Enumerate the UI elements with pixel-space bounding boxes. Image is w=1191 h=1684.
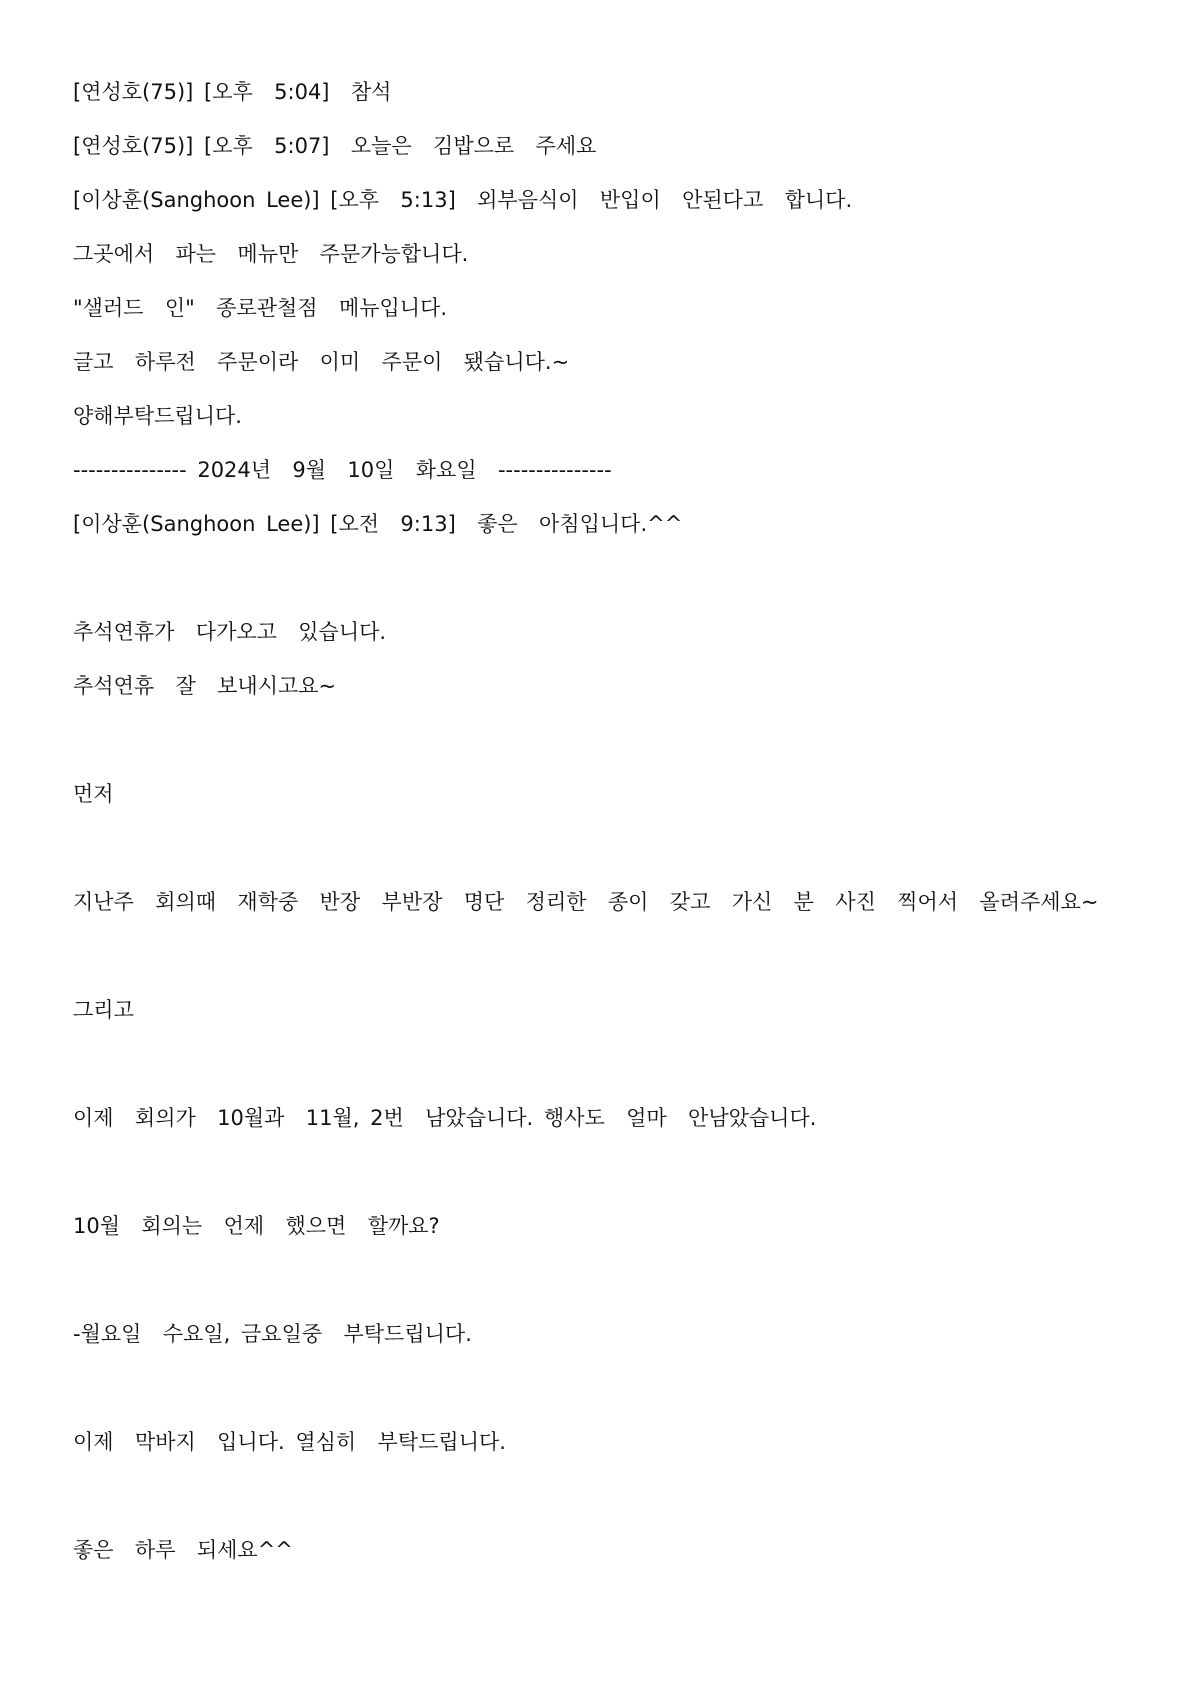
- chat-line-photo-request: 지난주 회의때 재학중 반장 부반장 명단 정리한 종이 갖고 가신 분 사진 찍어서 올려주세요~: [73, 890, 1099, 914]
- chat-line-chuseok-wishes: 추석연휴 잘 보내시고요~: [73, 674, 337, 698]
- chat-line-salad-in: "샐러드 인" 종로관철점 메뉴입니다.: [73, 296, 448, 320]
- chat-line-already-ordered: 글고 하루전 주문이라 이미 주문이 됐습니다.~: [73, 350, 570, 374]
- chat-line-chuseok-coming: 추석연휴가 다가오고 있습니다.: [73, 620, 387, 644]
- date-separator: --------------- 2024년 9월 10일 화요일 ---------------: [73, 458, 612, 482]
- chat-line-apology: 양해부탁드립니다.: [73, 404, 242, 428]
- chat-line-meetings-left: 이제 회의가 10월과 11월, 2번 남았습니다. 행사도 얼마 안남았습니다.: [73, 1106, 817, 1130]
- chat-line-good-morning: [이상훈(Sanghoon Lee)] [오전 9:13] 좋은 아침입니다.^^: [73, 512, 683, 536]
- chat-line-gimbap-request: [연성호(75)] [오후 5:07] 오늘은 김밥으로 주세요: [73, 134, 597, 158]
- chat-line-day-options: -월요일 수요일, 금요일중 부탁드립니다.: [73, 1322, 472, 1346]
- chat-line-menu-only: 그곳에서 파는 메뉴만 주문가능합니다.: [73, 242, 469, 266]
- chat-line-first: 먼저: [73, 782, 114, 806]
- chat-line-have-a-good-day: 좋은 하루 되세요^^: [73, 1538, 293, 1562]
- chat-line-attendance: [연성호(75)] [오후 5:04] 참석: [73, 80, 392, 104]
- chat-line-outside-food: [이상훈(Sanghoon Lee)] [오후 5:13] 외부음식이 반입이 안된다고 합니다.: [73, 188, 853, 212]
- chat-line-final-stretch: 이제 막바지 입니다. 열심히 부탁드립니다.: [73, 1430, 506, 1454]
- chat-line-october-meeting: 10월 회의는 언제 했으면 할까요?: [73, 1214, 440, 1238]
- chat-line-and: 그리고: [73, 998, 134, 1022]
